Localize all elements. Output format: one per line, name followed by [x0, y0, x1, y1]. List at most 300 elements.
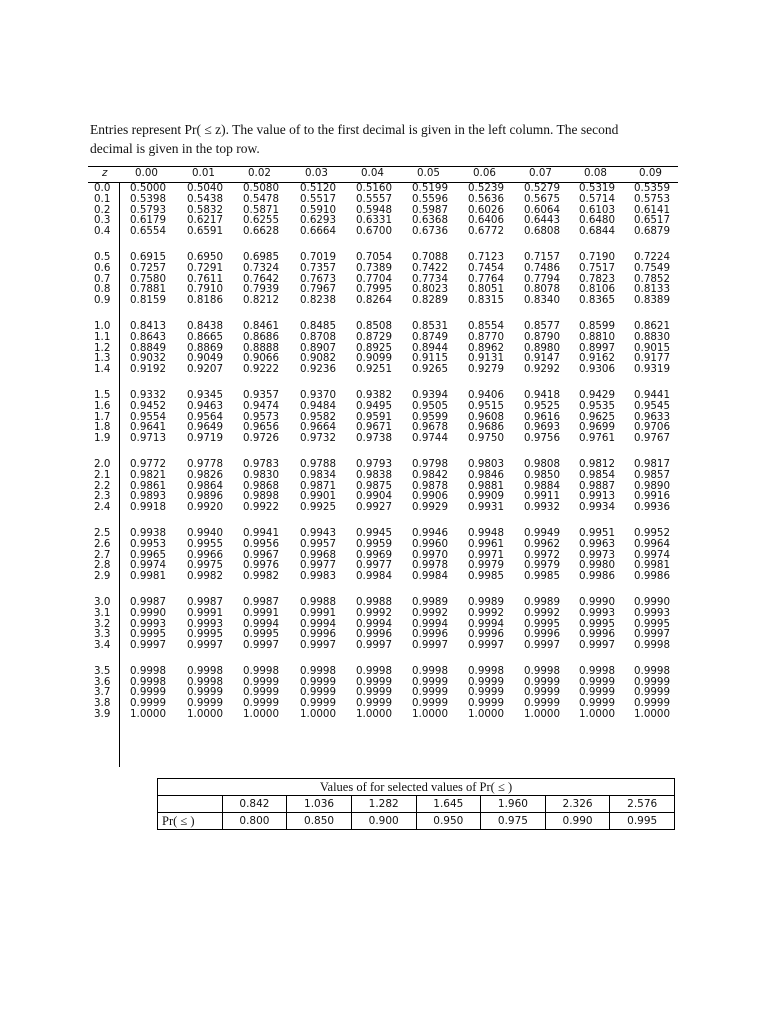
probability-cell: 0.9988 [356, 595, 393, 608]
z-value: 1.9 [94, 432, 111, 445]
probability-cell: 0.9998 [524, 664, 561, 677]
selected-values-table [157, 778, 675, 830]
probability-cell: 0.9975 [187, 559, 224, 572]
probability-cell: 0.8888 [243, 341, 280, 354]
probability-cell: 0.5517 [300, 192, 337, 205]
column-header-0-07: 0.07 [529, 167, 552, 179]
probability-cell: 0.9922 [243, 501, 280, 514]
probability-cell: 0.9474 [243, 399, 280, 412]
selected-z-cell: 1.960 [481, 796, 546, 813]
probability-cell: 0.7517 [579, 261, 616, 274]
probability-cell: 0.5832 [187, 203, 224, 216]
probability-cell: 0.9744 [412, 432, 449, 445]
probability-cell: 0.9994 [412, 617, 449, 630]
probability-cell: 0.9999 [356, 675, 393, 688]
z-value: 2.1 [94, 468, 111, 481]
probability-cell: 0.6368 [412, 214, 449, 227]
selected-z-cell: 2.576 [610, 796, 675, 813]
probability-cell: 0.9936 [634, 501, 671, 514]
table-row [88, 332, 678, 343]
probability-cell: 0.7995 [356, 283, 393, 296]
probability-cell: 0.9925 [300, 501, 337, 514]
probability-cell: 0.9901 [300, 490, 337, 503]
probability-cell: 0.9998 [130, 664, 167, 677]
probability-cell: 0.8830 [634, 330, 671, 343]
probability-cell: 0.9997 [412, 639, 449, 652]
probability-cell: 0.9987 [130, 595, 167, 608]
probability-cell: 0.9938 [130, 526, 167, 539]
probability-cell: 0.9989 [412, 595, 449, 608]
probability-cell: 0.9998 [130, 675, 167, 688]
probability-cell: 0.9996 [300, 628, 337, 641]
probability-cell: 0.9719 [187, 432, 224, 445]
probability-cell: 0.8790 [524, 330, 561, 343]
probability-cell: 0.9854 [579, 468, 616, 481]
probability-cell: 0.9830 [243, 468, 280, 481]
probability-cell: 0.9750 [468, 432, 505, 445]
table-row [88, 194, 678, 205]
probability-cell: 0.9948 [468, 526, 505, 539]
probability-cell: 0.9292 [524, 363, 561, 376]
probability-cell: 0.6480 [579, 214, 616, 227]
probability-cell: 0.7190 [579, 250, 616, 263]
probability-cell: 0.5636 [468, 192, 505, 205]
selected-prob-cell: 0.950 [416, 813, 481, 830]
probability-cell: 0.9686 [468, 421, 505, 434]
probability-cell: 0.9963 [579, 537, 616, 550]
probability-cell: 0.8133 [634, 283, 671, 296]
z-value: 2.8 [94, 559, 111, 572]
z-value: 0.5 [94, 250, 111, 263]
probability-cell: 0.9761 [579, 432, 616, 445]
probability-cell: 0.9961 [468, 537, 505, 550]
probability-cell: 0.5239 [468, 182, 505, 194]
probability-cell: 0.8665 [187, 330, 224, 343]
probability-cell: 0.9999 [412, 697, 449, 710]
probability-cell: 0.9987 [243, 595, 280, 608]
probability-cell: 0.9999 [356, 686, 393, 699]
probability-cell: 0.9992 [356, 606, 393, 619]
z-value: 0.3 [94, 214, 111, 227]
probability-cell: 0.9998 [187, 664, 224, 677]
probability-cell: 0.9951 [579, 526, 616, 539]
z-value: 2.6 [94, 537, 111, 550]
table-row [88, 263, 678, 274]
probability-cell: 0.8438 [187, 319, 224, 332]
probability-cell: 0.5478 [243, 192, 280, 205]
probability-cell: 0.8289 [412, 294, 449, 307]
probability-cell: 0.8340 [524, 294, 561, 307]
probability-cell: 0.8389 [634, 294, 671, 307]
selected-z-cell: 2.326 [545, 796, 610, 813]
probability-cell: 0.9989 [524, 595, 561, 608]
probability-cell: 0.6591 [187, 225, 224, 238]
probability-cell: 0.7291 [187, 261, 224, 274]
probability-cell: 0.9990 [634, 595, 671, 608]
probability-cell: 0.9838 [356, 468, 393, 481]
probability-cell: 0.8980 [524, 341, 561, 354]
probability-cell: 0.9452 [130, 399, 167, 412]
probability-cell: 0.9251 [356, 363, 393, 376]
z-value: 3.4 [94, 639, 111, 652]
probability-cell: 0.5319 [579, 182, 616, 194]
probability-cell: 0.6293 [300, 214, 337, 227]
probability-cell: 0.9918 [130, 501, 167, 514]
probability-cell: 0.7486 [524, 261, 561, 274]
table-row [88, 364, 678, 375]
probability-cell: 0.9345 [187, 388, 224, 401]
probability-cell: 0.9850 [524, 468, 561, 481]
selected-prob-cell: 0.800 [222, 813, 287, 830]
probability-cell: 0.9977 [300, 559, 337, 572]
probability-cell: 0.9983 [300, 570, 337, 583]
probability-cell: 0.9991 [187, 606, 224, 619]
probability-cell: 0.9979 [524, 559, 561, 572]
z-value: 1.4 [94, 363, 111, 376]
probability-cell: 0.9999 [524, 686, 561, 699]
probability-cell: 0.9898 [243, 490, 280, 503]
probability-cell: 0.9999 [634, 697, 671, 710]
probability-cell: 1.0000 [579, 708, 616, 721]
probability-cell: 0.9222 [243, 363, 280, 376]
probability-cell: 0.9965 [130, 548, 167, 561]
probability-cell: 0.9966 [187, 548, 224, 561]
probability-cell: 0.9429 [579, 388, 616, 401]
probability-cell: 0.9999 [468, 675, 505, 688]
probability-cell: 0.9817 [634, 457, 671, 470]
probability-cell: 0.6915 [130, 250, 167, 263]
z-value: 3.7 [94, 686, 111, 699]
probability-cell: 0.8413 [130, 319, 167, 332]
z-value: 1.5 [94, 388, 111, 401]
probability-cell: 0.5948 [356, 203, 393, 216]
column-header-0-06: 0.06 [473, 167, 496, 179]
probability-cell: 0.9996 [412, 628, 449, 641]
probability-cell: 0.9941 [243, 526, 280, 539]
probability-cell: 0.8365 [579, 294, 616, 307]
selected-caption-row [158, 779, 675, 796]
probability-cell: 0.9946 [412, 526, 449, 539]
probability-cell: 0.9599 [412, 410, 449, 423]
probability-cell: 0.5160 [356, 182, 393, 194]
z-value: 3.0 [94, 595, 111, 608]
probability-cell: 0.9842 [412, 468, 449, 481]
probability-cell: 0.8508 [356, 319, 393, 332]
probability-cell: 0.9955 [187, 537, 224, 550]
probability-cell: 0.9986 [579, 570, 616, 583]
table-row [88, 295, 678, 306]
probability-cell: 0.9992 [412, 606, 449, 619]
probability-cell: 0.8849 [130, 341, 167, 354]
probability-cell: 0.7224 [634, 250, 671, 263]
probability-cell: 0.5675 [524, 192, 561, 205]
probability-cell: 0.7454 [468, 261, 505, 274]
probability-cell: 0.9236 [300, 363, 337, 376]
probability-cell: 0.9015 [634, 341, 671, 354]
probability-cell: 0.9967 [243, 548, 280, 561]
probability-cell: 0.9959 [356, 537, 393, 550]
probability-cell: 0.9976 [243, 559, 280, 572]
selected-prob-cell: 0.850 [287, 813, 352, 830]
probability-cell: 0.9993 [130, 617, 167, 630]
probability-cell: 0.9916 [634, 490, 671, 503]
probability-cell: 0.9778 [187, 457, 224, 470]
probability-cell: 0.8729 [356, 330, 393, 343]
probability-cell: 0.9999 [579, 697, 616, 710]
probability-cell: 0.9981 [130, 570, 167, 583]
probability-cell: 0.8925 [356, 341, 393, 354]
probability-cell: 0.9982 [187, 570, 224, 583]
probability-cell: 0.9997 [634, 628, 671, 641]
column-header-0-05: 0.05 [417, 167, 440, 179]
probability-cell: 0.9798 [412, 457, 449, 470]
probability-cell: 0.9713 [130, 432, 167, 445]
probability-cell: 0.9999 [243, 686, 280, 699]
probability-cell: 0.9265 [412, 363, 449, 376]
probability-cell: 0.9993 [187, 617, 224, 630]
probability-cell: 0.9783 [243, 457, 280, 470]
group-spacer [88, 375, 678, 390]
probability-cell: 0.6103 [579, 203, 616, 216]
probability-cell: 1.0000 [412, 708, 449, 721]
blank-cell [158, 796, 223, 813]
probability-cell: 0.9985 [468, 570, 505, 583]
probability-cell: 0.7019 [300, 250, 337, 263]
probability-cell: 0.8554 [468, 319, 505, 332]
probability-cell: 0.9884 [524, 479, 561, 492]
probability-cell: 0.9997 [300, 639, 337, 652]
probability-cell: 0.9999 [130, 686, 167, 699]
probability-cell: 0.9969 [356, 548, 393, 561]
z-table-body [88, 183, 678, 720]
probability-cell: 0.9441 [634, 388, 671, 401]
intro-line-2: decimal is given in the top row. [90, 141, 260, 156]
probability-cell: 0.7157 [524, 250, 561, 263]
z-value: 2.7 [94, 548, 111, 561]
probability-cell: 0.9671 [356, 421, 393, 434]
probability-cell: 0.8621 [634, 319, 671, 332]
probability-cell: 0.7881 [130, 283, 167, 296]
probability-cell: 0.8461 [243, 319, 280, 332]
probability-cell: 0.6517 [634, 214, 671, 227]
column-header-0-04: 0.04 [361, 167, 384, 179]
probability-cell: 0.9957 [300, 537, 337, 550]
z-value: 2.9 [94, 570, 111, 583]
probability-cell: 0.9846 [468, 468, 505, 481]
probability-cell: 0.9988 [300, 595, 337, 608]
column-header-0-00: 0.00 [135, 167, 158, 179]
z-value: 2.4 [94, 501, 111, 514]
probability-cell: 0.8485 [300, 319, 337, 332]
probability-cell: 0.7389 [356, 261, 393, 274]
prob-row-label: Pr( ≤ ) [158, 813, 223, 830]
probability-cell: 0.9808 [524, 457, 561, 470]
z-value: 0.8 [94, 283, 111, 296]
probability-cell: 0.7123 [468, 250, 505, 263]
probability-cell: 0.9992 [524, 606, 561, 619]
probability-cell: 0.8078 [524, 283, 561, 296]
probability-cell: 0.9984 [356, 570, 393, 583]
column-header-0-09: 0.09 [639, 167, 662, 179]
intro-text [90, 120, 670, 158]
probability-cell: 0.9207 [187, 363, 224, 376]
probability-cell: 0.6808 [524, 225, 561, 238]
probability-cell: 0.7939 [243, 283, 280, 296]
probability-cell: 0.7910 [187, 283, 224, 296]
probability-cell: 0.9911 [524, 490, 561, 503]
probability-cell: 0.7611 [187, 272, 224, 285]
probability-cell: 0.8643 [130, 330, 167, 343]
probability-cell: 0.9732 [300, 432, 337, 445]
probability-cell: 1.0000 [187, 708, 224, 721]
probability-cell: 0.9699 [579, 421, 616, 434]
probability-cell: 0.7794 [524, 272, 561, 285]
probability-cell: 0.9999 [524, 697, 561, 710]
column-header-0-08: 0.08 [584, 167, 607, 179]
probability-cell: 0.9956 [243, 537, 280, 550]
probability-cell: 0.9875 [356, 479, 393, 492]
z-value: 1.1 [94, 330, 111, 343]
probability-cell: 0.9484 [300, 399, 337, 412]
probability-cell: 0.9099 [356, 352, 393, 365]
selected-prob-cell: 0.995 [610, 813, 675, 830]
probability-cell: 0.9554 [130, 410, 167, 423]
probability-cell: 0.8051 [468, 283, 505, 296]
probability-cell: 0.9999 [356, 697, 393, 710]
probability-cell: 0.7764 [468, 272, 505, 285]
probability-cell: 0.9943 [300, 526, 337, 539]
probability-cell: 0.8577 [524, 319, 561, 332]
z-value: 3.6 [94, 675, 111, 688]
probability-cell: 0.7734 [412, 272, 449, 285]
selected-values-caption: Values of for selected values of Pr( ≤ ) [158, 779, 675, 796]
group-spacer [88, 582, 678, 597]
probability-cell: 0.6664 [300, 225, 337, 238]
probability-cell: 0.8810 [579, 330, 616, 343]
probability-cell: 0.9964 [634, 537, 671, 550]
probability-cell: 0.9998 [634, 639, 671, 652]
probability-cell: 0.9998 [300, 664, 337, 677]
probability-cell: 0.9997 [243, 639, 280, 652]
probability-cell: 0.9192 [130, 363, 167, 376]
probability-cell: 0.8944 [412, 341, 449, 354]
z-value: 0.6 [94, 261, 111, 274]
probability-cell: 0.5120 [300, 182, 337, 194]
probability-cell: 0.9633 [634, 410, 671, 423]
probability-cell: 0.9974 [634, 548, 671, 561]
probability-cell: 0.7967 [300, 283, 337, 296]
probability-cell: 0.9756 [524, 432, 561, 445]
selected-z-cell: 1.645 [416, 796, 481, 813]
z-table-header [88, 166, 678, 183]
probability-cell: 0.9934 [579, 501, 616, 514]
probability-cell: 0.9463 [187, 399, 224, 412]
probability-cell: 0.9997 [187, 639, 224, 652]
probability-cell: 0.9394 [412, 388, 449, 401]
probability-cell: 0.5793 [130, 203, 167, 216]
probability-cell: 0.9984 [412, 570, 449, 583]
column-header-0-03: 0.03 [305, 167, 328, 179]
probability-cell: 0.9980 [579, 559, 616, 572]
probability-cell: 0.6628 [243, 225, 280, 238]
probability-cell: 1.0000 [468, 708, 505, 721]
probability-cell: 0.9992 [468, 606, 505, 619]
probability-cell: 0.7357 [300, 261, 337, 274]
probability-cell: 0.9793 [356, 457, 393, 470]
probability-cell: 0.6406 [468, 214, 505, 227]
probability-cell: 0.9706 [634, 421, 671, 434]
z-value: 3.1 [94, 606, 111, 619]
z-value: 0.9 [94, 294, 111, 307]
probability-cell: 0.6879 [634, 225, 671, 238]
selected-prob-cell: 0.975 [481, 813, 546, 830]
probability-cell: 0.9985 [524, 570, 561, 583]
probability-cell: 0.9306 [579, 363, 616, 376]
probability-cell: 0.9996 [468, 628, 505, 641]
probability-cell: 0.9999 [412, 675, 449, 688]
probability-cell: 0.9991 [243, 606, 280, 619]
probability-cell: 0.9834 [300, 468, 337, 481]
probability-cell: 0.9418 [524, 388, 561, 401]
probability-cell: 0.7054 [356, 250, 393, 263]
probability-cell: 0.5714 [579, 192, 616, 205]
table-row [88, 470, 678, 481]
probability-cell: 0.9974 [130, 559, 167, 572]
z-value: 0.4 [94, 225, 111, 238]
probability-cell: 0.9997 [579, 639, 616, 652]
probability-cell: 0.6700 [356, 225, 393, 238]
probability-cell: 0.9995 [579, 617, 616, 630]
probability-cell: 0.8770 [468, 330, 505, 343]
probability-cell: 0.9115 [412, 352, 449, 365]
probability-cell: 0.9573 [243, 410, 280, 423]
probability-cell: 0.9999 [300, 697, 337, 710]
probability-cell: 0.8315 [468, 294, 505, 307]
probability-cell: 0.9788 [300, 457, 337, 470]
probability-cell: 0.9970 [412, 548, 449, 561]
probability-cell: 0.8238 [300, 294, 337, 307]
probability-cell: 1.0000 [243, 708, 280, 721]
probability-cell: 1.0000 [524, 708, 561, 721]
probability-cell: 0.9812 [579, 457, 616, 470]
probability-cell: 0.9162 [579, 352, 616, 365]
probability-cell: 0.9973 [579, 548, 616, 561]
selected-prob-cell: 0.900 [351, 813, 416, 830]
probability-cell: 0.9994 [356, 617, 393, 630]
z-value: 0.0 [94, 182, 111, 194]
probability-cell: 0.9920 [187, 501, 224, 514]
probability-cell: 0.9993 [634, 606, 671, 619]
probability-cell: 0.9932 [524, 501, 561, 514]
z-value: 2.3 [94, 490, 111, 503]
probability-cell: 0.9864 [187, 479, 224, 492]
probability-cell: 0.9878 [412, 479, 449, 492]
probability-cell: 0.9582 [300, 410, 337, 423]
probability-cell: 0.9981 [634, 559, 671, 572]
probability-cell: 0.5987 [412, 203, 449, 216]
probability-cell: 0.7088 [412, 250, 449, 263]
probability-cell: 0.9767 [634, 432, 671, 445]
probability-cell: 0.9996 [524, 628, 561, 641]
probability-cell: 0.7257 [130, 261, 167, 274]
probability-cell: 0.9949 [524, 526, 561, 539]
probability-cell: 0.9999 [579, 686, 616, 699]
probability-cell: 0.8212 [243, 294, 280, 307]
probability-cell: 0.6179 [130, 214, 167, 227]
z-column-label: z [102, 167, 108, 179]
probability-cell: 0.6026 [468, 203, 505, 216]
probability-cell: 0.9991 [300, 606, 337, 619]
